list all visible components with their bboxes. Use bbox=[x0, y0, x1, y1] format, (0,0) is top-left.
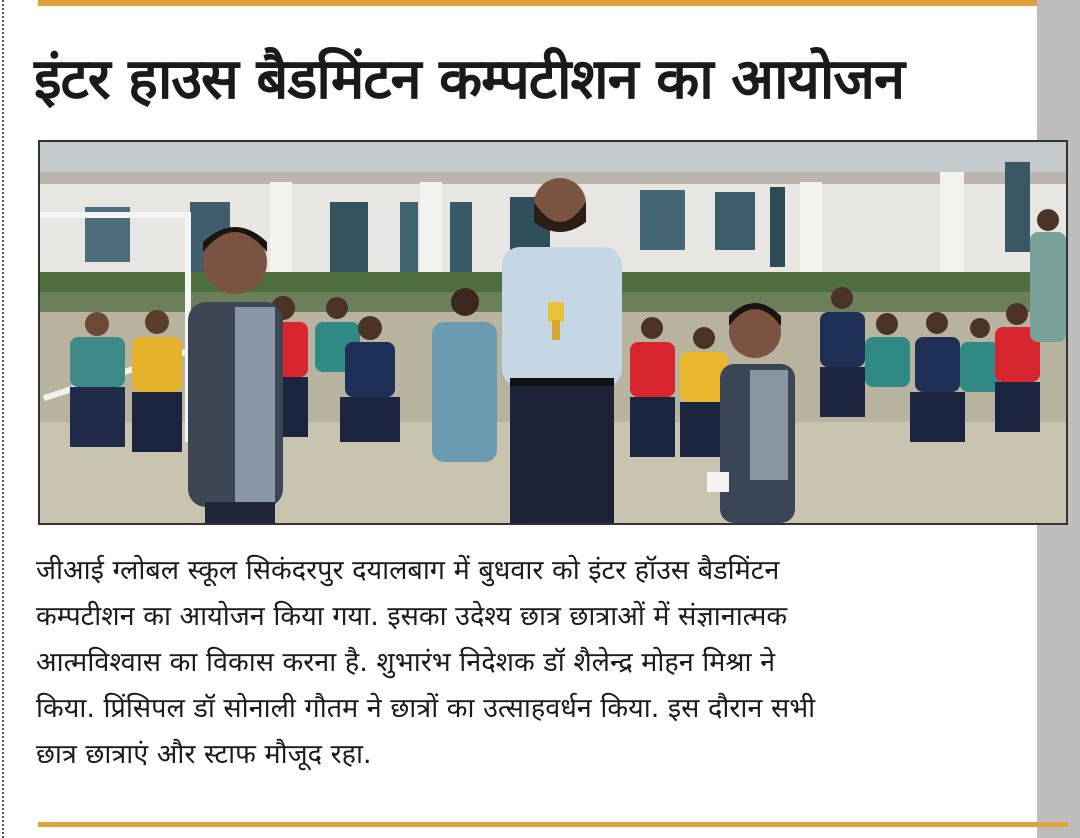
body-line: छात्र छात्राएं और स्टाफ मौजूद रहा. bbox=[36, 739, 372, 770]
article-body bbox=[36, 548, 1046, 778]
bottom-rule bbox=[38, 822, 1068, 827]
page-edge-dotted-line bbox=[2, 0, 4, 838]
body-line: किया. प्रिंसिपल डॉ सोनाली गौतम ने छात्रों का उत्साहवर्धन किया. इस दौरान सभी bbox=[36, 693, 816, 724]
body-line: कम्पटीशन का आयोजन किया गया. इसका उदेश्य छात्र छात्राओं में संज्ञानात्मक bbox=[36, 601, 788, 632]
article-headline: इंटर हाउस बैडमिंटन कम्पटीशन का आयोजन bbox=[34, 47, 905, 112]
top-rule bbox=[38, 0, 1038, 6]
body-line: जीआई ग्लोबल स्कूल सिकंदरपुर दयालबाग में बुधवार को इंटर हॉउस बैडमिंटन bbox=[36, 555, 780, 586]
article-photo bbox=[38, 140, 1068, 525]
body-line: आत्मविश्वास का विकास करना है. शुभारंभ निदेशक डॉ शैलेन्द्र मोहन मिश्रा ने bbox=[36, 647, 776, 678]
